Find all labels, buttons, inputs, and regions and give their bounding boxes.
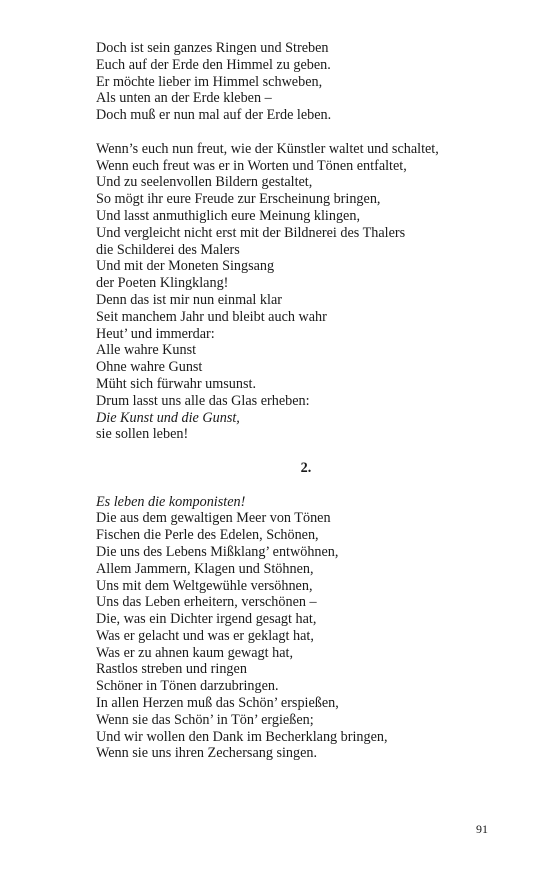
page-number: 91 (476, 822, 488, 836)
poem-line: Fischen die Perle des Edelen, Schönen, (96, 527, 319, 544)
poem-line: Und lasst anmuthiglich eure Meinung klingen, (96, 207, 360, 224)
poem-line: Und vergleicht nicht erst mit der Bildnerei des Thalers (96, 224, 406, 241)
poem-line: Drum lasst uns alle das Glas erheben: (96, 392, 310, 409)
poem-line: Doch ist sein ganzes Ringen und Streben (96, 40, 329, 56)
poem-line: Und mit der Moneten Singsang (96, 258, 275, 275)
poem-line: Als unten an der Erde kleben – (96, 90, 272, 107)
stanza-1 (96, 40, 516, 124)
stanza-gap (96, 477, 516, 494)
poem-line: Denn das ist mir nun einmal klar (96, 291, 282, 308)
poem-line: Müht sich fürwahr umsunst. (96, 375, 256, 392)
poem-line: Schöner in Tönen darzubringen. (96, 678, 279, 695)
poem-line: Wenn sie das Schön’ in Tön’ ergießen; (96, 711, 314, 728)
poem-line: So mögt ihr eure Freude zur Erscheinung bringen, (96, 191, 381, 208)
poem-line: Die, was ein Dichter irgend gesagt hat, (96, 611, 317, 628)
poem-line-italic: Es leben die komponisten! (96, 493, 246, 510)
poem-line: Er möchte lieber im Himmel schweben, (96, 73, 323, 90)
poem-line: Die aus dem gewaltigen Meer von Tönen (96, 510, 331, 527)
stanza-gap (96, 124, 516, 141)
poem-line: Die uns des Lebens Mißklang’ entwöhnen, (96, 543, 339, 560)
poem-line: Seit manchem Jahr und bleibt auch wahr (96, 308, 327, 325)
poem-line-italic: Die Kunst und die Gunst, (96, 409, 240, 426)
poem-line: Wenn sie uns ihren Zechersang singen. (96, 745, 318, 762)
poem-line: Ohne wahre Gunst (96, 359, 203, 376)
poem-line: Allem Jammern, Klagen und Stöhnen, (96, 560, 314, 577)
poem-line: Alle wahre Kunst (96, 342, 197, 359)
poem-line: Heut’ und immerdar: (96, 325, 215, 342)
poem-line: der Poeten Klingklang! (96, 275, 229, 292)
section-number: 2. (300, 459, 312, 476)
poem-line: Was er zu ahnen kaum gewagt hat, (96, 644, 294, 661)
poem-line: Und wir wollen den Dank im Becherklang bringen, (96, 728, 388, 745)
poem-line: Wenn’s euch nun freut, wie der Künstler waltet und schaltet, (96, 140, 439, 157)
poem-line: Doch muß er nun mal auf der Erde leben. (96, 107, 332, 124)
poem-line: Rastlos streben und ringen (96, 661, 247, 678)
poem-line: Uns das Leben erheitern, verschönen – (96, 594, 317, 611)
poem-line: sie sollen leben! (96, 426, 189, 443)
poem-line: die Schilderei des Malers (96, 241, 240, 258)
stanza-gap (96, 443, 516, 460)
stanza-2 (96, 141, 516, 443)
poem-line: Euch auf der Erde den Himmel zu geben. (96, 56, 331, 73)
poem-line: Und zu seelenvollen Bildern gestaltet, (96, 174, 313, 191)
stanza-3 (96, 494, 516, 763)
poem-line: Wenn euch freut was er in Worten und Tönen entfaltet, (96, 157, 407, 174)
poem-line: In allen Herzen muß das Schön’ erspießen, (96, 695, 339, 712)
poem-line: Was er gelacht und was er geklagt hat, (96, 627, 314, 644)
poem-line: Uns mit dem Weltgewühle versöhnen, (96, 577, 313, 594)
poem-page (96, 40, 516, 762)
